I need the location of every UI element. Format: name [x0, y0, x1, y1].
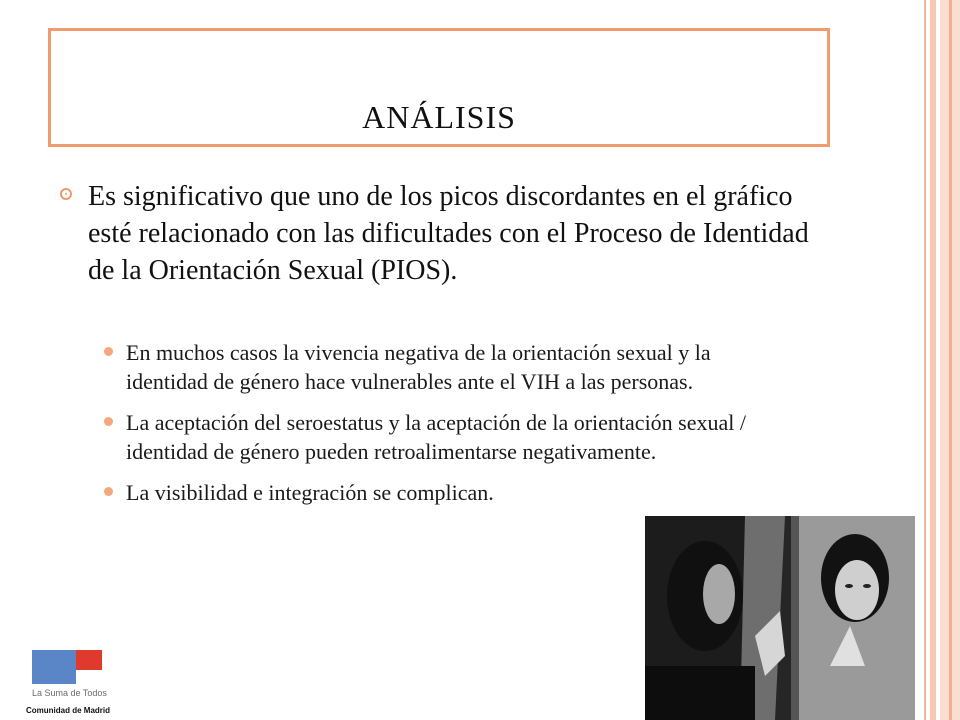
stripe: [924, 0, 926, 720]
decorative-stripes: [918, 0, 960, 720]
stripe: [949, 0, 952, 720]
stripe: [930, 0, 936, 720]
sub-bullet-list: [104, 338, 784, 519]
sub-bullet-text: La visibilidad e integración se complican.: [126, 480, 494, 505]
list-item: [104, 478, 784, 507]
main-bullet: [60, 178, 820, 289]
sub-bullet-text: En muchos casos la vivencia negativa de la orientación sexual y la identidad de género hace vulnerables ante el VIH a las personas.: [126, 340, 711, 394]
comunidad-madrid-logo: [24, 648, 120, 718]
slide-title: ANÁLISIS: [362, 99, 516, 135]
list-item: [104, 408, 784, 466]
bullet-dot-icon: [104, 417, 113, 426]
bullet-ring-icon: [60, 188, 72, 200]
main-bullet-text: Es significativo que uno de los picos discordantes en el gráfico esté relacionado con las dificultades con el Proceso de Identidad de la Orientación Sexual (PIOS).: [88, 181, 809, 286]
title-box: [48, 28, 830, 147]
mirror-photo: [645, 516, 915, 720]
bullet-dot-icon: [104, 347, 113, 356]
logo-tagline: La Suma de Todos: [32, 688, 107, 698]
logo-org-name: Comunidad de Madrid: [26, 706, 110, 715]
woman-mirror-image: [645, 516, 915, 720]
bullet-dot-icon: [104, 487, 113, 496]
list-item: [104, 338, 784, 396]
sub-bullet-text: La aceptación del seroestatus y la aceptación de la orientación sexual / identidad de género pueden retroalimentarse negativamente.: [126, 410, 746, 464]
logo-mark-icon: [32, 650, 102, 686]
